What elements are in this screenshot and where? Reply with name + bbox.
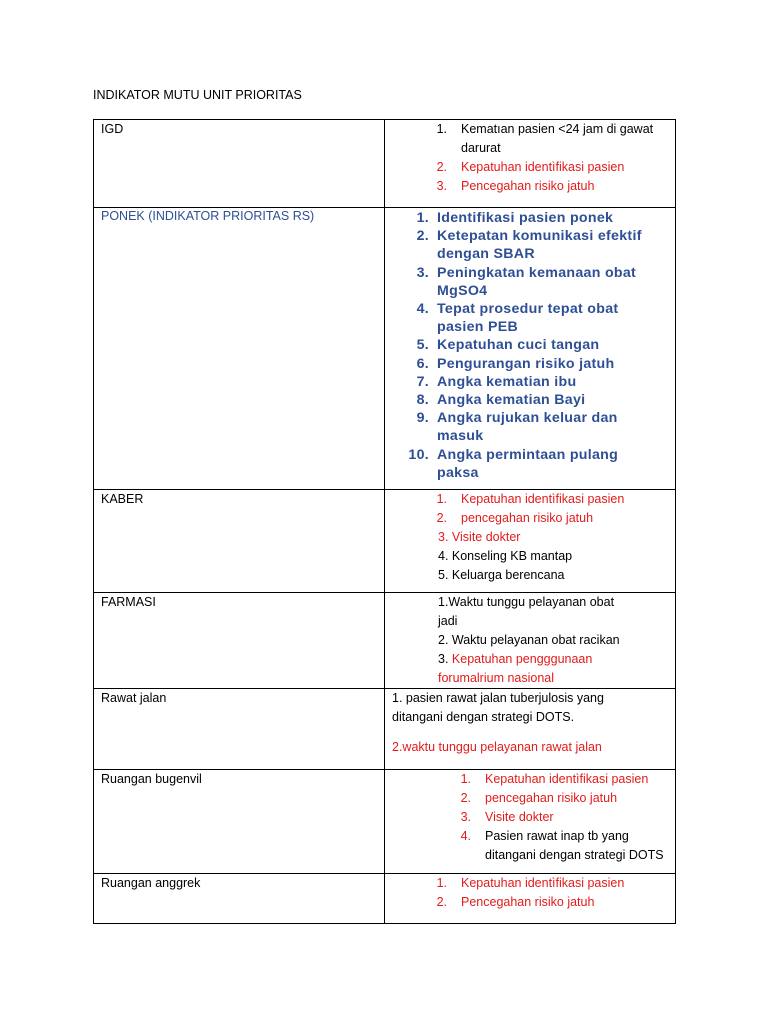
unit-cell (94, 490, 385, 593)
item-text: Angka kematian ibu (437, 373, 577, 390)
item-text: Peningkatan kemanaan obat MgSO4 (437, 264, 637, 299)
item-number: 4. (460, 829, 471, 843)
unit-label: Ruangan bugenvil (101, 772, 202, 786)
item-text: Angka permintaan pulang paksa (437, 446, 619, 481)
list-item (392, 738, 655, 757)
list-item (385, 391, 675, 409)
item-number: 1. (460, 772, 471, 786)
item-text: Ketepatan komunikasi efektif dengan SBAR (437, 228, 642, 263)
item-text: Visite dokter (485, 810, 554, 824)
indicator-cell (385, 120, 676, 208)
unit-cell (94, 208, 385, 490)
indicator-cell (385, 689, 676, 770)
item-number: 2. (416, 228, 429, 245)
item-text: Kepatuhan identìfikasi pasien (461, 492, 625, 506)
unit-label: FARMASI (101, 595, 156, 609)
item-text: Kematıan pasien <24 jam di gawat darurat (461, 122, 654, 155)
item-text: Kepatuhan cuci tangan (437, 337, 600, 354)
list-item (385, 177, 675, 196)
list-item (392, 689, 655, 727)
table-row-kaber (94, 490, 676, 593)
list-item (385, 446, 675, 482)
item-text: Angka kematian Bayi (437, 392, 586, 409)
unit-label: KABER (101, 492, 144, 506)
list-item (385, 528, 675, 547)
list-item (385, 789, 675, 808)
item-text: 4. Konseling KB mantap (438, 549, 573, 563)
table-row-igd (94, 120, 676, 208)
item-text: 2. Waktu pelayanan obat racikan (438, 633, 620, 647)
list-item (385, 120, 675, 158)
unit-label: PONEK (INDIKATOR PRIORITAS RS) (101, 209, 315, 223)
list-item (385, 409, 675, 445)
list-item (385, 373, 675, 391)
indicator-cell (385, 593, 676, 689)
item-number: 3. (438, 652, 452, 666)
list-item (385, 547, 675, 566)
item-text: Kepatuhan pengggunaan forumalrium nasional (438, 652, 593, 685)
indicator-cell (385, 874, 676, 924)
item-number: 6. (416, 355, 429, 372)
item-text: Tepat prosedur tepat obat pasien PEB (437, 301, 619, 336)
table-row-ruangan-anggrek (94, 874, 676, 924)
item-text: Pencegahan risiko jatuh (461, 179, 595, 193)
item-text: 5. Keluarga berencana (438, 568, 565, 582)
list-item (385, 509, 675, 528)
unit-label: Rawat jalan (101, 691, 167, 705)
unit-label: IGD (101, 122, 124, 136)
table-row-farmasi (94, 593, 676, 689)
item-number: 1. (436, 492, 447, 506)
unit-cell (94, 770, 385, 874)
indicator-cell (385, 208, 676, 490)
list-item (385, 893, 675, 912)
item-number: 8. (416, 392, 429, 409)
list-item (385, 566, 675, 585)
list-item (385, 158, 675, 177)
item-text: Angka rujukan keluar dan masuk (437, 410, 618, 445)
item-number: 2. (436, 511, 447, 525)
item-text: pencegahan risiko jatuh (485, 791, 618, 805)
unit-cell (94, 874, 385, 924)
list-item (385, 770, 675, 789)
item-text: pencegahan risiko jatuh (461, 511, 594, 525)
list-item (385, 355, 675, 373)
item-text: 1.Waktu tunggu pelayanan obat jadi (438, 595, 615, 628)
list-item (438, 631, 635, 650)
item-text: 1. pasien rawat jalan tuberjulosis yang ditangani dengan strategi DOTS. (392, 691, 604, 724)
table-row-ponek (94, 208, 676, 490)
item-text: Kepatuhan identìfikasi pasien (485, 772, 649, 786)
list-item (385, 264, 675, 300)
item-number: 2. (436, 160, 447, 174)
item-number: 3. (416, 264, 429, 281)
item-number: 1. (436, 876, 447, 890)
item-text: Pencegahan risiko jatuh (461, 895, 595, 909)
unit-cell (94, 593, 385, 689)
list-item (385, 808, 675, 827)
indicator-cell (385, 770, 676, 874)
item-text: 2.waktu tunggu pelayanan rawat jalan (392, 740, 602, 754)
unit-cell (94, 120, 385, 208)
item-number: 5. (416, 337, 429, 354)
list-item (385, 336, 675, 354)
unit-label: Ruangan anggrek (101, 876, 201, 890)
item-number: 4. (416, 301, 429, 318)
list-item (438, 650, 635, 688)
table-row-ruangan-bugenvil (94, 770, 676, 874)
item-text: Kepatuhan identìfikasi pasien (461, 876, 625, 890)
item-text: Pengurangan risiko jatuh (437, 355, 615, 372)
unit-cell (94, 689, 385, 770)
page-title: INDIKATOR MUTU UNIT PRIORITAS (93, 88, 302, 102)
item-number: 3. (460, 810, 471, 824)
item-number: 2. (436, 895, 447, 909)
list-item (385, 300, 675, 336)
item-number: 2. (460, 791, 471, 805)
item-text: 3. Visite dokter (438, 530, 521, 544)
item-number: 3. (436, 179, 447, 193)
item-text: Identifikasi pasien ponek (437, 210, 614, 226)
item-text: Pasien rawat inap tb yang ditangani dengan strategi DOTS (485, 829, 664, 862)
list-item (385, 490, 675, 509)
item-number: 9. (416, 410, 429, 427)
indicator-table (93, 119, 676, 924)
item-text: Kepatuhan identìfikasi pasien (461, 160, 625, 174)
indicator-cell (385, 490, 676, 593)
list-item (385, 874, 675, 893)
item-number: 10. (408, 446, 429, 463)
table-row-rawat-jalan (94, 689, 676, 770)
item-number: 7. (416, 373, 429, 390)
list-item (385, 227, 675, 263)
list-item (438, 593, 635, 631)
item-number: 1. (416, 210, 429, 226)
item-number: 1. (436, 122, 447, 136)
list-item (385, 209, 675, 227)
list-item (385, 827, 675, 865)
